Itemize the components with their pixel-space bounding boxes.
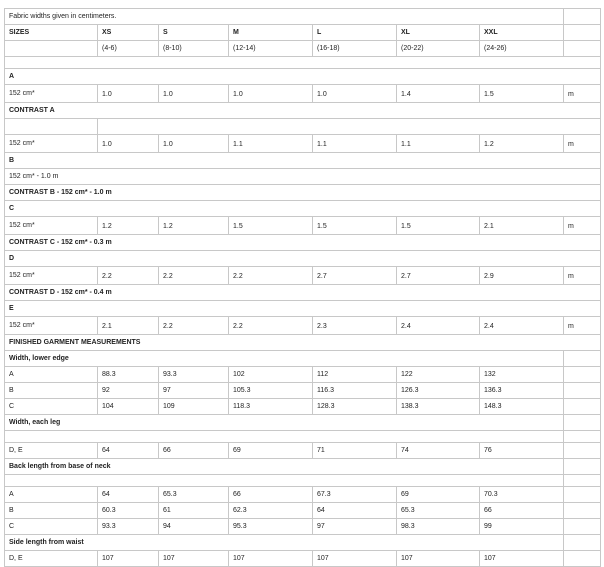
fabric-c-title: C bbox=[5, 201, 601, 217]
size-range: (8-10) bbox=[159, 41, 229, 57]
size-chart-table bbox=[4, 8, 601, 567]
fabric-b-row bbox=[5, 169, 601, 185]
measurement-value: 107 bbox=[397, 551, 480, 567]
section-title: Side length from waist bbox=[5, 535, 564, 551]
measurement-value: 107 bbox=[159, 551, 229, 567]
sizes-label: SIZES bbox=[5, 25, 98, 41]
measurement-value: 102 bbox=[229, 367, 313, 383]
yardage-value: 1.0 bbox=[159, 135, 229, 153]
measurement-value: 64 bbox=[98, 487, 159, 503]
fabric-width: 152 cm* bbox=[5, 317, 98, 335]
measurement-value: 93.3 bbox=[159, 367, 229, 383]
fabric-c-row bbox=[5, 217, 601, 235]
measurement-value: 62.3 bbox=[229, 503, 313, 519]
width-each-leg-title-row bbox=[5, 415, 601, 431]
measurement-value: 70.3 bbox=[480, 487, 564, 503]
contrast-b-line: CONTRAST B - 152 cm* - 1.0 m bbox=[5, 185, 601, 201]
size-range: (4-6) bbox=[98, 41, 159, 57]
yardage-value: 1.0 bbox=[313, 85, 397, 103]
measurement-row bbox=[5, 551, 601, 567]
contrast-a-title: CONTRAST A bbox=[5, 103, 601, 119]
yardage-value: 1.0 bbox=[159, 85, 229, 103]
section-title: Width, lower edge bbox=[5, 351, 564, 367]
unit-label: m bbox=[564, 267, 601, 285]
fabric-width: 152 cm* bbox=[5, 135, 98, 153]
contrast-c-line: CONTRAST C - 152 cm* - 0.3 m bbox=[5, 235, 601, 251]
measurement-value: 112 bbox=[313, 367, 397, 383]
measurement-value: 92 bbox=[98, 383, 159, 399]
measurement-row bbox=[5, 443, 601, 459]
yardage-value: 1.5 bbox=[397, 217, 480, 235]
measurement-value: 69 bbox=[229, 443, 313, 459]
measurement-value: 65.3 bbox=[159, 487, 229, 503]
measurement-value: 104 bbox=[98, 399, 159, 415]
size-range: (20-22) bbox=[397, 41, 480, 57]
measurement-value: 93.3 bbox=[98, 519, 159, 535]
yardage-value: 2.9 bbox=[480, 267, 564, 285]
measurement-row bbox=[5, 367, 601, 383]
fabric-width: 152 cm* bbox=[5, 267, 98, 285]
measurement-value: 116.3 bbox=[313, 383, 397, 399]
yardage-value: 2.2 bbox=[159, 267, 229, 285]
yardage-value: 1.5 bbox=[480, 85, 564, 103]
fabric-a-row bbox=[5, 85, 601, 103]
size-name: S bbox=[159, 25, 229, 41]
fabric-width: 152 cm* bbox=[5, 85, 98, 103]
fabric-b-title: B bbox=[5, 153, 601, 169]
yardage-value: 1.1 bbox=[313, 135, 397, 153]
measurement-value: 61 bbox=[159, 503, 229, 519]
measurement-value: 107 bbox=[313, 551, 397, 567]
measurement-row bbox=[5, 487, 601, 503]
fabric-d-title-row bbox=[5, 251, 601, 267]
yardage-value: 2.2 bbox=[229, 267, 313, 285]
measurement-value: 118.3 bbox=[229, 399, 313, 415]
measurement-value: 95.3 bbox=[229, 519, 313, 535]
yardage-value: 1.1 bbox=[229, 135, 313, 153]
yardage-value: 2.2 bbox=[229, 317, 313, 335]
measurement-value: 98.3 bbox=[397, 519, 480, 535]
unit-label: m bbox=[564, 85, 601, 103]
measurement-value: 126.3 bbox=[397, 383, 480, 399]
measurement-value: 148.3 bbox=[480, 399, 564, 415]
unit-label: m bbox=[564, 135, 601, 153]
measurement-value: 67.3 bbox=[313, 487, 397, 503]
yardage-value: 1.0 bbox=[98, 85, 159, 103]
sizes-row bbox=[5, 25, 601, 41]
fabric-a-title: A bbox=[5, 69, 601, 85]
unit-label: m bbox=[564, 217, 601, 235]
section-title: Width, each leg bbox=[5, 415, 564, 431]
fabric-e-row bbox=[5, 317, 601, 335]
view-label: B bbox=[5, 503, 98, 519]
contrast-d-line: CONTRAST D - 152 cm* - 0.4 m bbox=[5, 285, 601, 301]
measurement-value: 94 bbox=[159, 519, 229, 535]
measurement-value: 74 bbox=[397, 443, 480, 459]
contrast-c-row bbox=[5, 235, 601, 251]
yardage-value: 2.4 bbox=[480, 317, 564, 335]
measurement-value: 71 bbox=[313, 443, 397, 459]
yardage-value: 2.2 bbox=[98, 267, 159, 285]
finished-title: FINISHED GARMENT MEASUREMENTS bbox=[5, 335, 601, 351]
measurement-value: 138.3 bbox=[397, 399, 480, 415]
view-label: B bbox=[5, 383, 98, 399]
measurement-value: 66 bbox=[159, 443, 229, 459]
unit-label: m bbox=[564, 317, 601, 335]
fabric-a-title-row bbox=[5, 69, 601, 85]
side-length-title-row bbox=[5, 535, 601, 551]
yardage-value: 2.7 bbox=[313, 267, 397, 285]
measurement-value: 122 bbox=[397, 367, 480, 383]
size-range: (24-26) bbox=[480, 41, 564, 57]
measurement-value: 136.3 bbox=[480, 383, 564, 399]
section-title: Back length from base of neck bbox=[5, 459, 564, 475]
yardage-value: 2.4 bbox=[397, 317, 480, 335]
yardage-value: 2.1 bbox=[98, 317, 159, 335]
measurement-value: 64 bbox=[98, 443, 159, 459]
view-label: C bbox=[5, 519, 98, 535]
fabric-d-row bbox=[5, 267, 601, 285]
size-name: M bbox=[229, 25, 313, 41]
measurement-value: 132 bbox=[480, 367, 564, 383]
measurement-value: 76 bbox=[480, 443, 564, 459]
measurement-value: 105.3 bbox=[229, 383, 313, 399]
view-label: A bbox=[5, 367, 98, 383]
measurement-row bbox=[5, 399, 601, 415]
back-length-title-row bbox=[5, 459, 601, 475]
measurement-value: 66 bbox=[480, 503, 564, 519]
size-name: XL bbox=[397, 25, 480, 41]
measurement-value: 64 bbox=[313, 503, 397, 519]
size-range: (12-14) bbox=[229, 41, 313, 57]
measurement-value: 60.3 bbox=[98, 503, 159, 519]
yardage-value: 2.3 bbox=[313, 317, 397, 335]
measurement-value: 66 bbox=[229, 487, 313, 503]
size-range-row bbox=[5, 41, 601, 57]
yardage-value: 1.5 bbox=[313, 217, 397, 235]
measurement-value: 65.3 bbox=[397, 503, 480, 519]
measurement-value: 69 bbox=[397, 487, 480, 503]
contrast-a-title-row bbox=[5, 103, 601, 119]
contrast-b-row bbox=[5, 185, 601, 201]
contrast-a-row bbox=[5, 135, 601, 153]
view-label: D, E bbox=[5, 551, 98, 567]
yardage-value: 1.1 bbox=[397, 135, 480, 153]
yardage-value: 1.2 bbox=[480, 135, 564, 153]
measurement-value: 97 bbox=[159, 383, 229, 399]
yardage-value: 1.5 bbox=[229, 217, 313, 235]
measurement-row bbox=[5, 519, 601, 535]
measurement-value: 107 bbox=[98, 551, 159, 567]
size-name: XXL bbox=[480, 25, 564, 41]
measurement-value: 107 bbox=[229, 551, 313, 567]
measurement-row bbox=[5, 383, 601, 399]
view-label: C bbox=[5, 399, 98, 415]
yardage-value: 2.2 bbox=[159, 317, 229, 335]
yardage-value: 1.4 bbox=[397, 85, 480, 103]
fabric-b-title-row bbox=[5, 153, 601, 169]
measurement-value: 97 bbox=[313, 519, 397, 535]
measurement-value: 99 bbox=[480, 519, 564, 535]
yardage-value: 1.0 bbox=[98, 135, 159, 153]
yardage-value: 2.7 bbox=[397, 267, 480, 285]
measurement-value: 128.3 bbox=[313, 399, 397, 415]
fabric-c-title-row bbox=[5, 201, 601, 217]
fabric-b-line: 152 cm* - 1.0 m bbox=[5, 169, 601, 185]
size-range: (16-18) bbox=[313, 41, 397, 57]
fabric-e-title: E bbox=[5, 301, 601, 317]
measurement-value: 109 bbox=[159, 399, 229, 415]
size-name: XS bbox=[98, 25, 159, 41]
fabric-width: 152 cm* bbox=[5, 217, 98, 235]
fabric-d-title: D bbox=[5, 251, 601, 267]
measurement-value: 107 bbox=[480, 551, 564, 567]
yardage-value: 1.2 bbox=[159, 217, 229, 235]
fabric-e-title-row bbox=[5, 301, 601, 317]
width-lower-edge-title-row bbox=[5, 351, 601, 367]
contrast-d-row bbox=[5, 285, 601, 301]
note-row bbox=[5, 9, 601, 25]
measurement-row bbox=[5, 503, 601, 519]
view-label: D, E bbox=[5, 443, 98, 459]
finished-title-row bbox=[5, 335, 601, 351]
size-name: L bbox=[313, 25, 397, 41]
yardage-value: 2.1 bbox=[480, 217, 564, 235]
yardage-value: 1.2 bbox=[98, 217, 159, 235]
measurement-value: 88.3 bbox=[98, 367, 159, 383]
yardage-value: 1.0 bbox=[229, 85, 313, 103]
fabric-note: Fabric widths given in centimeters. bbox=[5, 9, 564, 25]
view-label: A bbox=[5, 487, 98, 503]
